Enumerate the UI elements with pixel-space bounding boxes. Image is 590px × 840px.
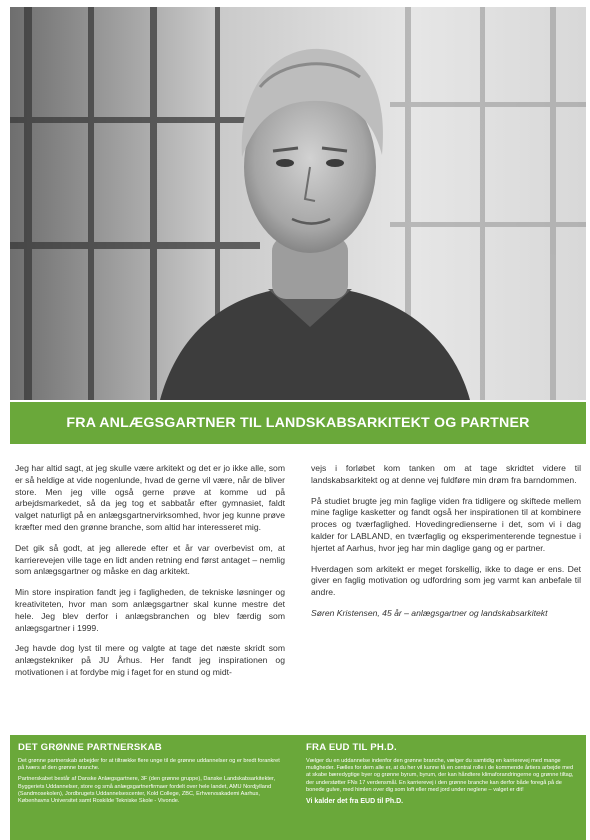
- footer-closing-line: Vi kalder det fra EUD til Ph.D.: [306, 798, 404, 806]
- article-column-right: [311, 463, 581, 629]
- article-paragraph: Min store inspiration fandt jeg i fagligheden, de tekniske løsninger og kreativiteten, hvor man som anlægsgartner skal kunne mestre det hele. Jeg blev derfor i anlægsbranchen og blev færdig som anlægsgartner i 1999.: [15, 587, 285, 633]
- footer-eud-title: FRA EUD TIL PH.D.: [306, 742, 397, 753]
- article-paragraph: Jeg havde dog lyst til mere og valgte at tage det næste skridt som anlægstekniker på JU Århus. Her fandt jeg inspirationen og motivationen i at fordybe mig i faget for en stund og midt-: [15, 643, 285, 677]
- headline: FRA ANLÆGSGARTNER TIL LANDSKABSARKITEKT OG PARTNER: [66, 415, 530, 431]
- portrait-photo: [10, 7, 586, 400]
- article-paragraph: Jeg har altid sagt, at jeg skulle være arkitekt og det er jo ikke alle, som er så heldige at vide nogenlunde, hvad de gerne vil være, når de bliver store. Men jeg ville også gerne prøve at komme ud på arbejdsmarkedet, så da jeg tog et sabbatår efter gymnasiet, faldt valget naturligt på en anlægsgartnervirksomhed, hvor jeg kunne prøve kræfter med den grønne branche, som altid har interesseret mig.: [15, 463, 285, 532]
- portrait-illustration: [10, 7, 586, 400]
- article-paragraph: vejs i forløbet kom tanken om at tage skridtet videre til landskabsarkitekt og at denne vej fuldføre min drøm fra barndommen.: [311, 463, 581, 485]
- article-paragraph: På studiet brugte jeg min faglige viden fra tidligere og skiftede mellem mine faglige kasketter og fandt også her inspirationen til at kombinere proces og tværfaglighed. Hovedingredienserne i det, som vi i dag kalder for LABLAND, en tværfaglig og eksperimenterende tegnestue i hjertet af Aarhus, hvor jeg har min daglige gang og er partner.: [311, 495, 581, 553]
- headline-band: [10, 402, 586, 444]
- footer-partnership: [18, 742, 286, 809]
- footer-partnership-title: DET GRØNNE PARTNERSKAB: [18, 742, 162, 753]
- footer-paragraph: Vælger du en uddannelse indenfor den grønne branche, vælger du samtidig en karrierevej med mange muligheder. Fælles for dem alle er, at du her vil kunne få en central rolle i de kommende årtiers arbejde med at skabe bæredygtige byer og grønne byrum, byrum, der kan håndtere klimaforandringerne og grønne tiltag, der understøtter FNs 17 verdensmål. En karrierevej i den grønne branche kan derfor både foregå på de bonede gulve, med himlen over dig som loft eller med jord under neglene – valget er dit!: [306, 758, 574, 793]
- footer-eud-phd: [306, 742, 574, 805]
- footer-paragraph: Partnerskabet består af Danske Anlægsgartnere, 3F (den grønne gruppe), Danske Landskabsarkitekter, Byggeriets Uddannelser, store og små anlægsgartnerfirmaer fordelt over hele landet, AMU Nordjylland (Sandmosekolen), Jordbrugets Uddannelsescenter, Kold College, ZBC, Erhvervsakademi Aarhus, Københavns Universitet samt Roskilde Tekniske Skole - Vivonde.: [18, 776, 276, 805]
- article-column-left: [15, 463, 285, 688]
- footer-paragraph: Det grønne partnerskab arbejder for at tiltrække flere unge til de grønne uddannelser og er bredt forankret på tværs af den grønne branche.: [18, 758, 280, 772]
- author-signature: Søren Kristensen, 45 år – anlægsgartner og landskabsarkitekt: [311, 607, 548, 618]
- article-paragraph: Hverdagen som arkitekt er meget forskellig, ikke to dage er ens. Det giver en faglig motivation og udfordring som jeg varmt kan anbefale til andre.: [311, 563, 581, 598]
- article-paragraph: Det gik så godt, at jeg allerede efter et år var overbevist om, at karrierevejen ville tage en lidt anden retning end først antaget – nemlig som anlægsgartner og måske en dag arkitekt.: [15, 542, 285, 577]
- footer-panel: [10, 735, 586, 840]
